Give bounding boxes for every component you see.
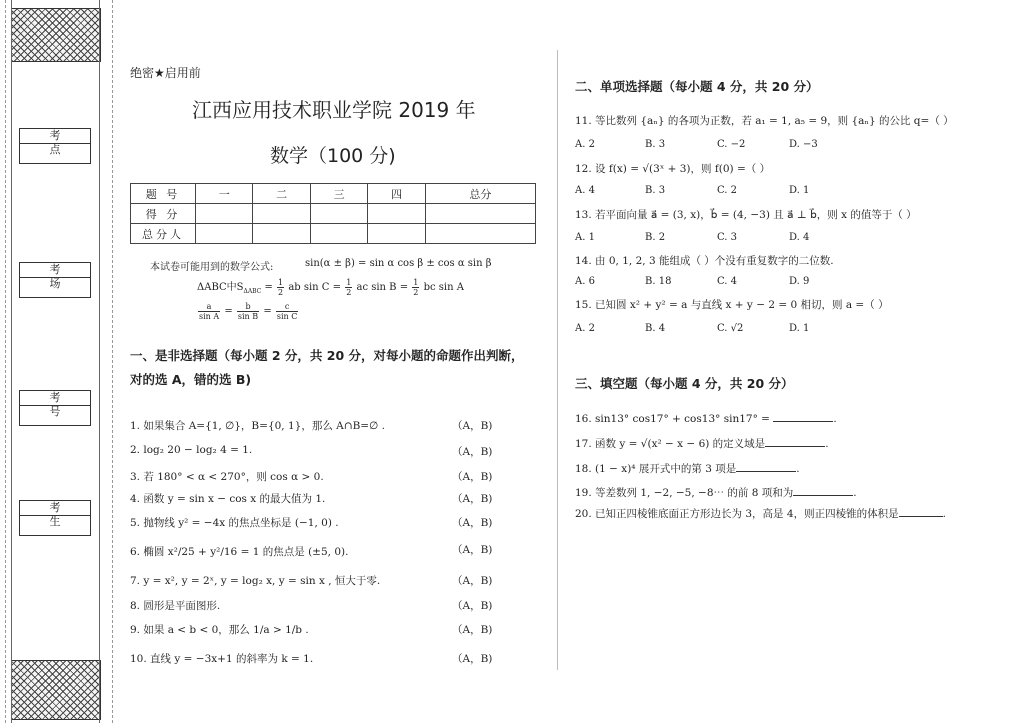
question-text: . [825,438,829,450]
question-11: 11. 等比数列 {aₙ} 的各项为正数，若 a₁ = 1, a₅ = 9，则 {aₙ} 的公比 q=（ ） [575,115,954,127]
score-input-cell[interactable] [253,224,310,244]
table-cell: 二 [253,184,310,204]
score-input-cell[interactable] [310,224,367,244]
option-15-b[interactable]: B. 4 [645,323,666,334]
formula-text: 1 [346,278,352,287]
option-13-c[interactable]: C. 3 [717,232,738,243]
section2-title: 二、单项选择题（每小题 4 分，共 20 分） [575,79,819,94]
score-input-cell[interactable] [425,224,535,244]
fraction [277,278,284,297]
sidebar-line-right [99,0,100,723]
table-cell: 三 [310,184,367,204]
score-table [130,183,536,244]
score-input-cell[interactable] [196,204,253,224]
question-text: 17. 函数 y = √(x² − x − 6) 的定义域是 [575,438,766,450]
exam-room-field[interactable] [19,262,91,298]
option-14-b[interactable]: B. 18 [645,276,672,287]
sidebar-line-left [11,0,12,723]
formula-text: 2 [346,288,352,297]
formula-text: ΔABC [243,288,262,295]
question-text: 20. 已知正四棱锥底面正方形边长为 3，高是 4，则正四棱锥的体积是 [575,508,899,520]
subject-title: 数学（100 分) [270,145,396,167]
answer-blank[interactable] [899,506,943,517]
formula-text: sin B [237,312,259,321]
question-8: 8. 圆形是平面图形. [130,600,221,612]
exam-number-label: 考 号 [20,391,90,406]
question-15: 15. 已知圆 x² + y² = a 与直线 x + y − 2 = 0 相切，则 a =（ ） [575,299,889,311]
formula-text: b [237,302,259,312]
option-12-a[interactable]: A. 4 [575,185,595,196]
fraction [276,302,298,321]
school-title: 江西应用技术职业学院 2019 年 [192,98,476,122]
exam-site-label: 考 点 [20,129,90,144]
question-text: . [853,487,857,499]
fraction [345,278,352,297]
formula-text: sin C [276,312,298,321]
sidebar-hatch-top [11,8,101,62]
option-11-d[interactable]: D. −3 [789,139,818,150]
answer-choice-8[interactable]: （A，B) [452,600,493,612]
answer-choice-10[interactable]: （A，B) [452,653,493,665]
table-cell: 总分人 [131,224,196,244]
formula-text: ab sin C = [288,282,342,293]
table-row [131,204,536,224]
option-12-c[interactable]: C. 2 [717,185,738,196]
score-input-cell[interactable] [425,204,535,224]
answer-blank[interactable] [793,485,853,496]
question-text: 19. 等差数列 1, −2, −5, −8⋯ 的前 8 项和为 [575,487,794,499]
question-12: 12. 设 f(x) = √(3ˣ + 3)，则 f(0) =（ ） [575,163,771,175]
table-row [131,224,536,244]
score-input-cell[interactable] [368,204,425,224]
question-13: 13. 若平面向量 a⃗ = (3, x)，b⃗ = (4, −3) 且 a⃗ ⊥ b⃗，则 x 的值等于（ ） [575,209,917,221]
formula-intro: 本试卷可能用到的数学公式: [150,262,274,273]
binding-sidebar [0,0,120,723]
fraction [237,302,259,321]
option-13-a[interactable]: A. 1 [575,232,595,243]
formula-text: bc sin A [423,282,464,293]
question-text: . [833,413,837,425]
question-text: . [796,463,800,475]
table-cell: 四 [368,184,425,204]
table-cell: 一 [196,184,253,204]
column-divider [557,50,558,670]
question-4: 4. 函数 y = sin x − cos x 的最大值为 1. [130,493,326,505]
sidebar-cut-line-2 [112,0,113,723]
answer-choice-7[interactable]: （A，B) [452,575,493,587]
question-text: . [942,508,946,520]
formula-sum-angle: sin(α ± β) = sin α cos β ± cos α sin β [305,258,492,269]
answer-choice-9[interactable]: （A，B) [452,624,493,636]
section1-title-line1: 一、是非选择题（每小题 2 分，共 20 分，对每小题的命题作出判断， [130,348,524,363]
table-cell: 题 号 [131,184,196,204]
formula-text: a [198,302,220,312]
question-text: 16. sin13° cos17° + cos13° sin17° = [575,413,774,425]
question-2: 2. log₂ 20 − log₂ 4 = 1. [130,444,253,456]
section3-title: 三、填空题（每小题 4 分，共 20 分） [575,376,794,391]
option-14-d[interactable]: D. 9 [789,276,810,287]
option-12-b[interactable]: B. 3 [645,185,666,196]
question-3: 3. 若 180° < α < 270°，则 cos α > 0. [130,471,324,483]
section1-title-line2: 对的选 A，错的选 B) [130,372,252,387]
table-row [131,184,536,204]
option-14-a[interactable]: A. 6 [575,276,595,287]
formula-text: 2 [413,288,419,297]
sidebar-hatch-bottom [11,660,101,720]
question-6: 6. 椭圆 x²/25 + y²/16 = 1 的焦点是 (±5, 0). [130,546,349,558]
examinee-label: 考 生 [20,501,90,516]
answer-choice-3[interactable]: （A，B) [452,471,493,483]
question-7: 7. y = x², y = 2ˣ, y = log₂ x, y = sin x , 恒大于零. [130,575,381,587]
answer-choice-5[interactable]: （A，B) [452,517,493,529]
fraction [412,278,419,297]
option-11-c[interactable]: C. −2 [717,139,746,150]
answer-blank[interactable] [765,436,825,447]
question-14: 14. 由 0, 1, 2, 3 能组成（ ）个没有重复数字的二位数. [575,255,834,267]
option-15-d[interactable]: D. 1 [789,323,810,334]
formula-text: 1 [413,278,419,287]
question-18 [575,461,800,476]
sidebar-cut-line [5,0,6,723]
formula-text: 2 [278,288,284,297]
option-13-d[interactable]: D. 4 [789,232,810,243]
formula-text: sin A [199,312,220,321]
score-input-cell[interactable] [310,204,367,224]
formula-text: 1 [278,278,284,287]
formula-triangle-area [197,278,464,297]
formula-text: ac sin B = [356,282,409,293]
formula-sine-law: $\frac{a}{\text{sin A}}$ = $\frac{b}{\text{sin B}}$ = $\frac{c}{\text{sin C}}$ [199,302,298,321]
option-14-c[interactable]: C. 4 [717,276,738,287]
formula-text: c [276,302,298,312]
question-9: 9. 如果 a < b < 0，那么 1/a > 1/b . [130,624,309,636]
answer-blank[interactable] [736,461,796,472]
option-13-b[interactable]: B. 2 [645,232,666,243]
fraction [198,302,220,321]
formula-text: = [264,282,273,293]
question-5: 5. 抛物线 y² = −4x 的焦点坐标是 (−1, 0) . [130,517,339,529]
score-input-cell[interactable] [253,204,310,224]
exam-number-field[interactable] [19,390,91,426]
answer-choice-4[interactable]: （A，B) [452,493,493,505]
answer-blank[interactable] [773,411,833,422]
answer-choice-6[interactable]: （A，B) [452,544,493,556]
option-11-b[interactable]: B. 3 [645,139,666,150]
question-19 [575,485,857,500]
score-input-cell[interactable] [368,224,425,244]
exam-room-label: 考 场 [20,263,90,278]
question-20 [575,506,946,521]
question-text: 18. (1 − x)⁴ 展开式中的第 3 项是 [575,463,737,475]
question-1: 1. 如果集合 A={1, ∅}，B={0, 1}，那么 A∩B=∅ . [130,420,385,432]
formula-text: ΔABC中S [197,282,244,293]
option-15-a[interactable]: A. 2 [575,323,595,334]
answer-choice-1[interactable]: （A，B) [452,420,493,432]
answer-choice-2[interactable]: （A，B) [452,446,493,458]
question-17 [575,436,829,451]
confidential-mark: 绝密★启用前 [130,66,201,80]
option-12-d[interactable]: D. 1 [789,185,810,196]
option-15-c[interactable]: C. √2 [717,323,744,334]
exam-site-field[interactable] [19,128,91,164]
question-16 [575,411,837,425]
table-cell: 得 分 [131,204,196,224]
score-input-cell[interactable] [196,224,253,244]
question-10: 10. 直线 y = −3x+1 的斜率为 k = 1. [130,653,314,665]
table-cell: 总分 [425,184,535,204]
examinee-field[interactable] [19,500,91,536]
option-11-a[interactable]: A. 2 [575,139,595,150]
